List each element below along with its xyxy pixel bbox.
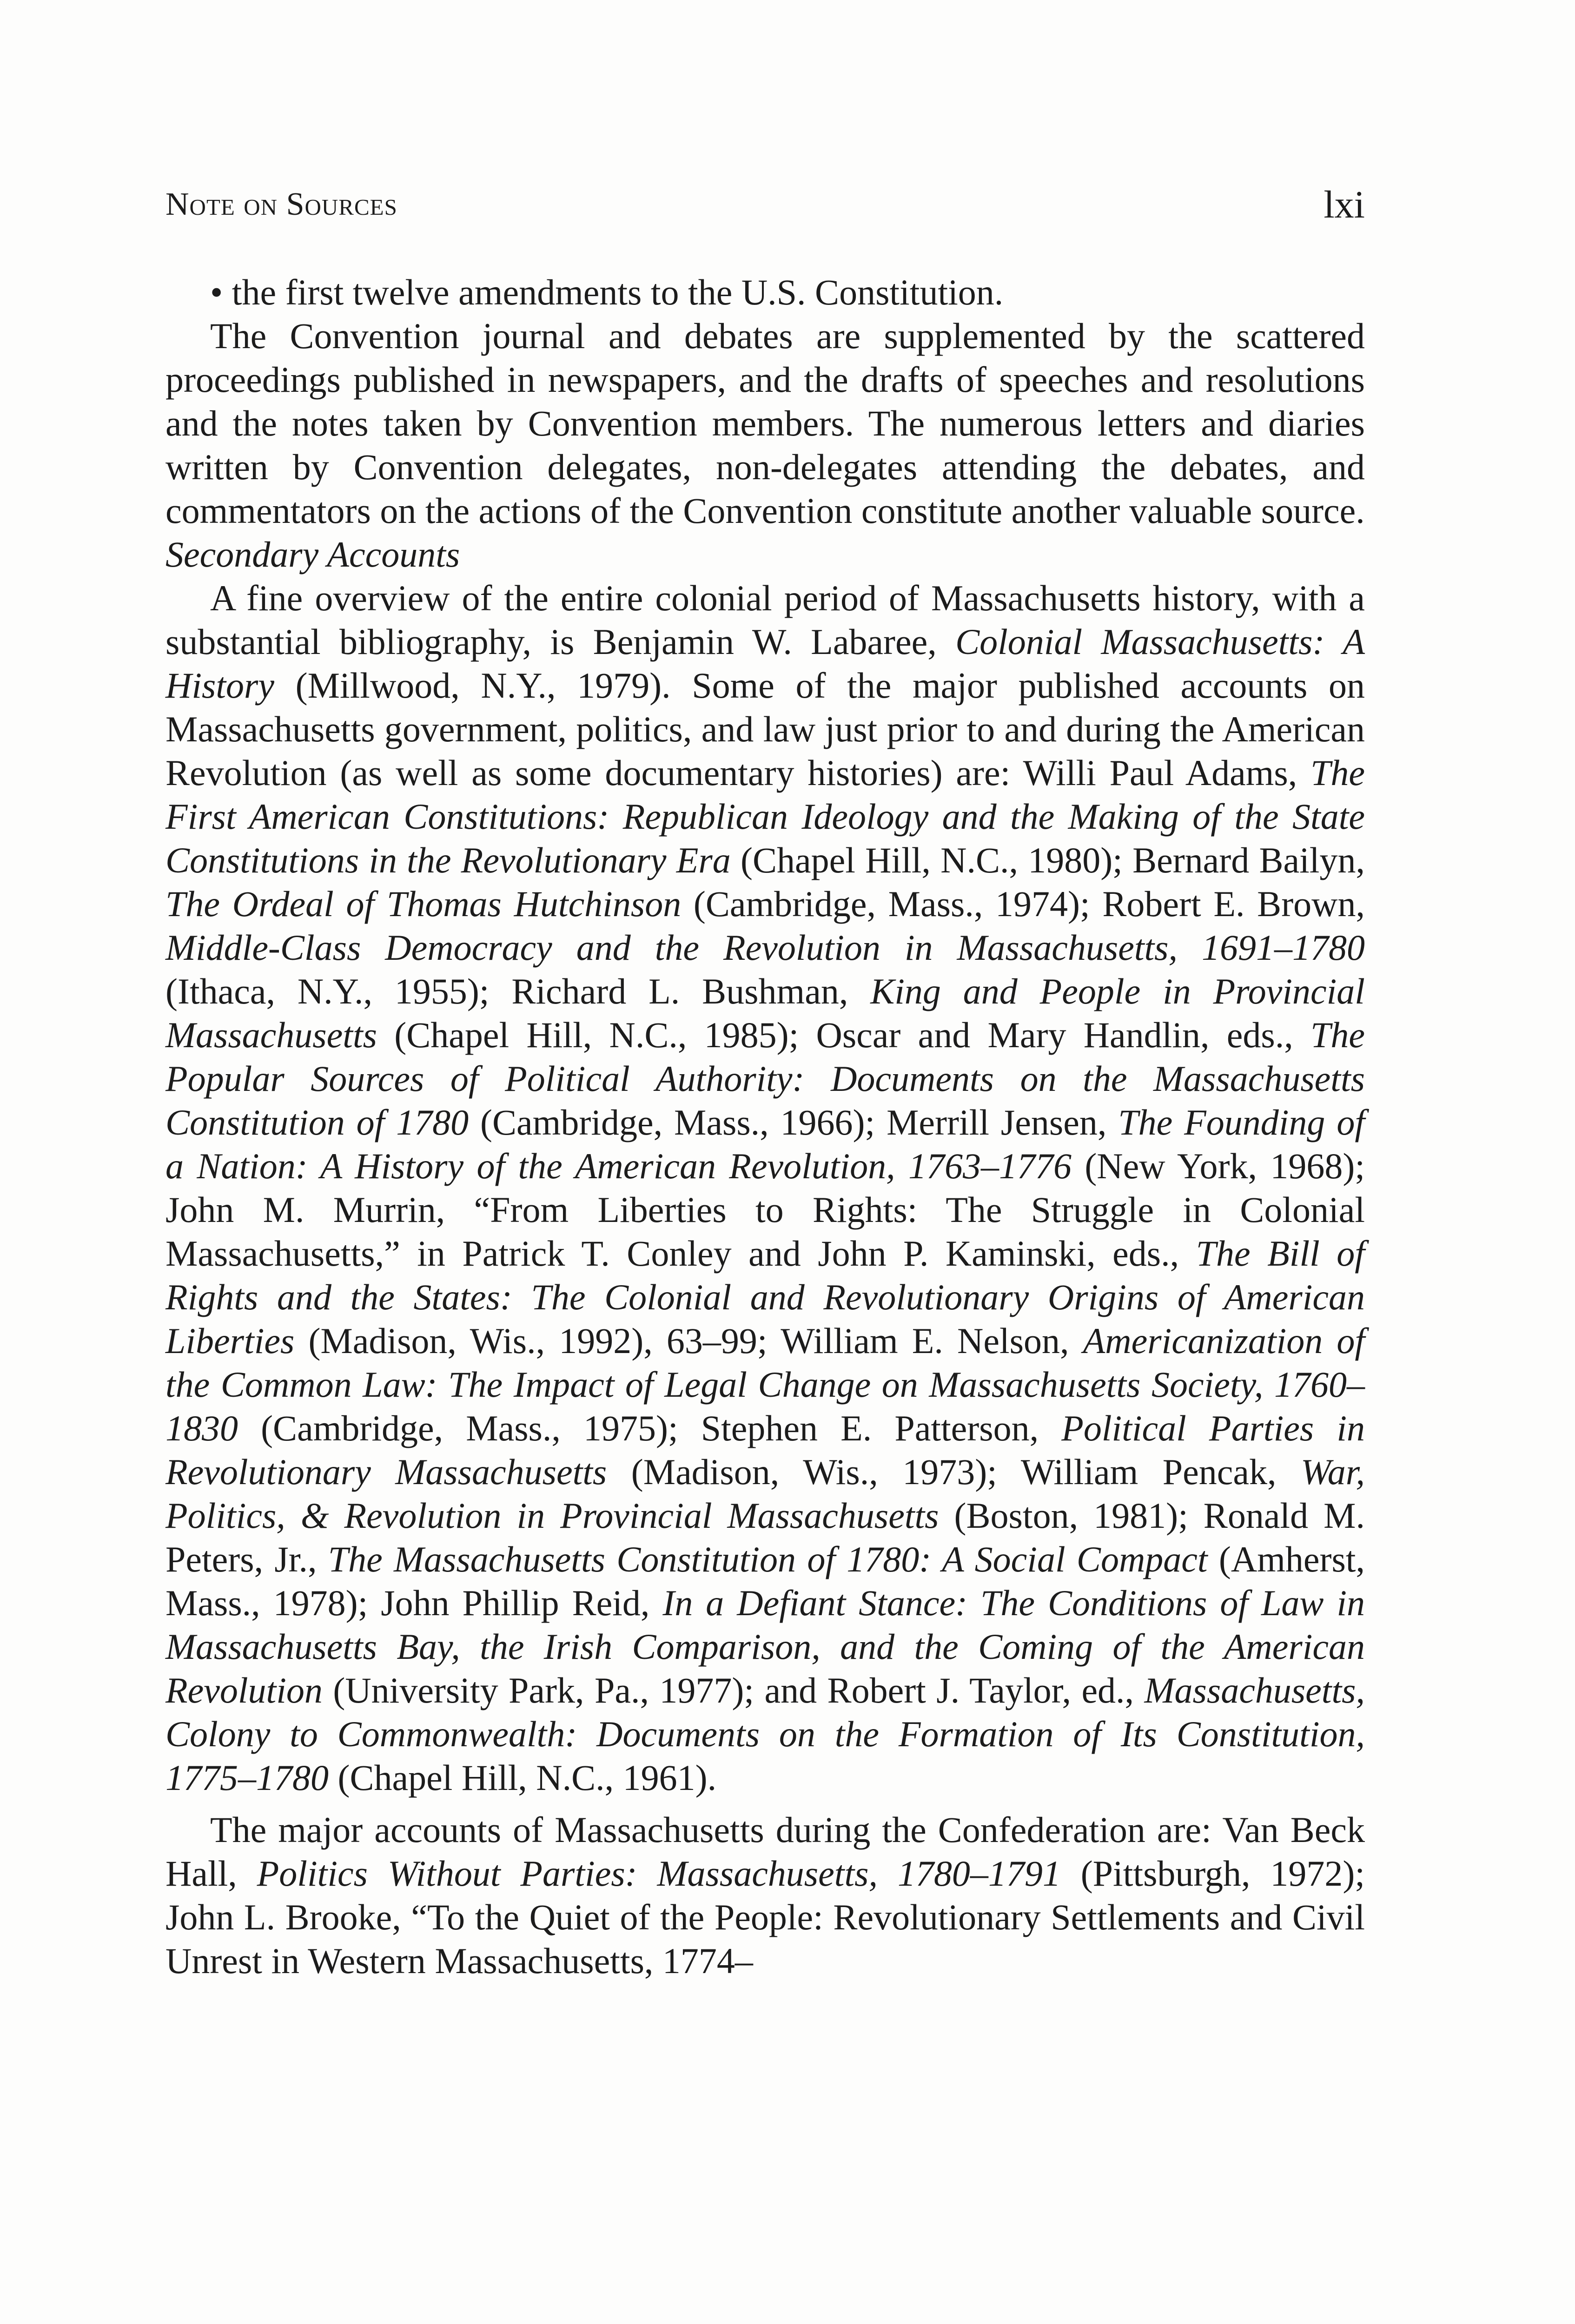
text-run: (University Park, Pa., 1977); and Robert J. Taylor, ed., xyxy=(322,1670,1145,1710)
book-title: Politics Without Parties: Massachusetts, 1780–1791 xyxy=(257,1853,1061,1894)
book-title: Political Parties in Revolutionary Massachusetts xyxy=(165,1408,1365,1492)
text-run: (Chapel Hill, N.C., 1985); Oscar and Mary Handlin, eds., xyxy=(377,1015,1310,1055)
text-run: (Cambridge, Mass., 1975); Stephen E. Patterson, xyxy=(238,1408,1062,1448)
bullet-item: • the first twelve amendments to the U.S. Constitution. xyxy=(210,272,1004,312)
text-run: A fine overview of the entire colonial period of Massachusetts history, with a substantial bibliography, is Benjamin W. Labaree, xyxy=(165,578,1365,662)
book-title: War, Politics, & Revolution in Provincial Massachusetts xyxy=(165,1452,1365,1536)
running-head xyxy=(165,183,1365,232)
book-title: The First American Constitutions: Republican Ideology and the Making of the State Constitutions in the Revolutionary Era xyxy=(165,753,1365,880)
section-heading-secondary-accounts: Secondary Accounts xyxy=(165,534,460,574)
text-run: (Amherst, Mass., 1978); John Phillip Reid, xyxy=(165,1539,1365,1623)
text-run: (Madison, Wis., 1973); William Pencak, xyxy=(607,1452,1301,1492)
page-number: lxi xyxy=(1324,183,1365,226)
book-title: King and People in Provincial Massachusetts xyxy=(165,971,1365,1055)
book-title: Colonial Massachusetts: A History xyxy=(165,621,1365,706)
text-run: (New York, 1968); John M. Murrin, “From Liberties to Rights: The Struggle in Colonial Massachusetts,” in Patrick T. Conley and John P. Kaminski, eds., xyxy=(165,1146,1365,1274)
text-run: (Cambridge, Mass., 1974); Robert E. Brown, xyxy=(681,884,1365,924)
book-title: Massachusetts, Colony to Commonwealth: Documents on the Formation of Its Constitution, 1775–1780 xyxy=(165,1670,1365,1798)
text-run: (Cambridge, Mass., 1966); Merrill Jensen, xyxy=(469,1102,1118,1142)
text-run: (Chapel Hill, N.C., 1961). xyxy=(329,1757,717,1798)
text-run: (Boston, 1981); Ronald M. Peters, Jr., xyxy=(165,1495,1365,1579)
text-run: (Madison, Wis., 1992), 63–99; William E. Nelson, xyxy=(294,1320,1083,1361)
text-run: (Chapel Hill, N.C., 1980); Bernard Bailyn, xyxy=(730,840,1365,880)
running-head-title: Note on Sources xyxy=(165,186,397,222)
text-run: (Millwood, N.Y., 1979). Some of the major published accounts on Massachusetts government, politics, and law just prior to and during the American Revolution (as well as some documentary histories) are: Willi Paul Adams, xyxy=(165,665,1365,793)
book-title: The Ordeal of Thomas Hutchinson xyxy=(165,884,682,924)
book-title: Middle-Class Democracy and the Revolution in Massachusetts, 1691–1780 xyxy=(165,927,1365,968)
book-title: The Popular Sources of Political Authority: Documents on the Massachusetts Constitution of 1780 xyxy=(165,1015,1365,1142)
paragraph-confederation-accounts xyxy=(165,1808,1365,1983)
text-run: (Pittsburgh, 1972); John L. Brooke, “To the Quiet of the People: Revolutionary Settlements and Civil Unrest in Western Massachusetts, 1774– xyxy=(165,1853,1365,1981)
book-title: Americanization of the Common Law: The Impact of Legal Change on Massachusetts Society, 1760–1830 xyxy=(165,1320,1365,1448)
paragraph-secondary-accounts xyxy=(165,576,1365,1800)
book-title: The Bill of Rights and the States: The Colonial and Revolutionary Origins of American Liberties xyxy=(165,1233,1365,1361)
text-run: The major accounts of Massachusetts during the Confederation are: Van Beck Hall, xyxy=(165,1809,1365,1894)
text-run: (Ithaca, N.Y., 1955); Richard L. Bushman, xyxy=(165,971,871,1011)
book-title: In a Defiant Stance: The Conditions of Law in Massachusetts Bay, the Irish Comparison, and the Coming of the American Revolution xyxy=(165,1583,1365,1710)
book-title: The Massachusetts Constitution of 1780: A Social Compact xyxy=(328,1539,1208,1579)
paragraph-convention-sources: The Convention journal and debates are supplemented by the scattered proceedings published in newspapers, and the drafts of speeches and resolutions and the notes taken by Convention members. The numerous letters and diaries written by Convention delegates, non-delegates attending the debates, and commentators on the actions of the Convention constitute another valuable source. xyxy=(165,316,1365,531)
body-text xyxy=(165,271,1365,1983)
book-title: The Founding of a Nation: A History of the American Revolution, 1763–1776 xyxy=(165,1102,1365,1186)
